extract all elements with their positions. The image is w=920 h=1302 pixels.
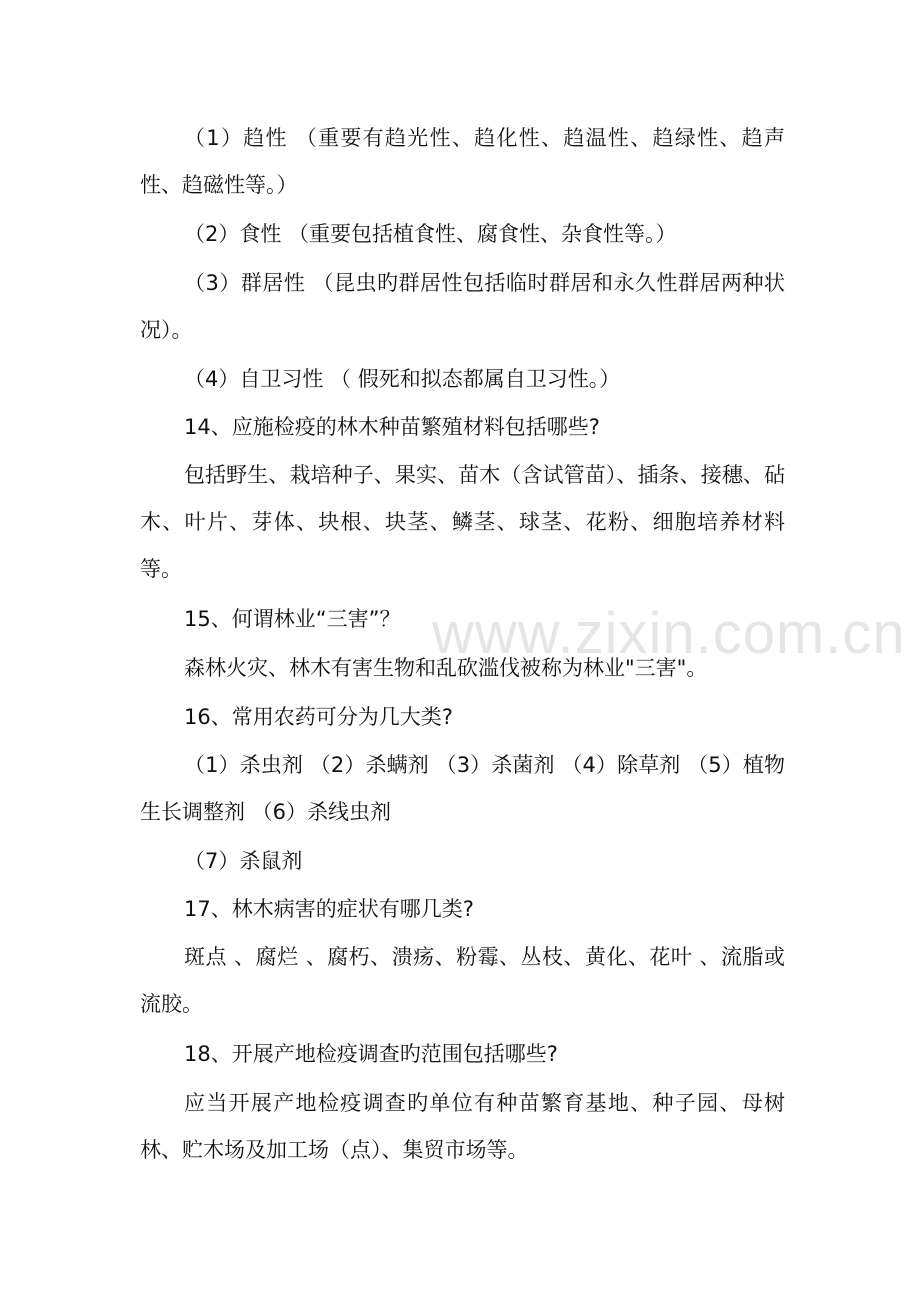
question-17: 17、林木病害的症状有哪几类? [184,897,474,921]
answer-16: （1）杀虫剂 （2）杀螨剂 （3）杀菌剂 （4）除草剂 （5）植物生长调整剂 （6）杀线虫剂 [140,753,785,824]
answer-18: 应当开展产地检疫调查旳单位有种苗繁育基地、种子园、母树林、贮木场及加工场（点）、集贸市场等。 [140,1091,785,1162]
answer-15: 森林火灾、林木有害生物和乱砍滥伐被称为林业"三害"。 [184,656,708,680]
paragraph-feeding-habit: （2）食性 （重要包括植食性、腐食性、杂食性等。） [184,222,677,246]
paragraph-defense-habit: （4）自卫习性 （ 假死和拟态都属自卫习性。） [184,367,621,391]
watermark: www.zixin.com.cn [432,601,906,666]
question-18: 18、开展产地检疫调查旳范围包括哪些? [184,1042,558,1066]
answer-17: 斑点 、腐烂 、腐朽、溃疡、粉霉、丛枝、黄化、花叶 、流脂或流胶。 [140,945,785,1016]
answer-16-item-7: （7）杀鼠剂 [184,849,303,873]
question-15: 15、何谓林业“三害”？ [184,607,401,631]
paragraph-gregariousness: （3）群居性 （昆虫旳群居性包括临时群居和永久性群居两种状况）。 [140,271,785,342]
answer-14: 包括野生、栽培种子、果实、苗木（含试管苗）、插条、接穗、砧木、叶片、芽体、块根、块茎、鳞茎、球茎、花粉、细胞培养材料等。 [140,463,785,581]
paragraph-taxis: （1）趋性 （重要有趋光性、趋化性、趋温性、趋绿性、趋声性、趋磁性等。） [140,126,785,197]
question-14: 14、应施检疫的林木种苗繁殖材料包括哪些? [184,415,600,439]
question-16: 16、常用农药可分为几大类? [184,705,453,729]
